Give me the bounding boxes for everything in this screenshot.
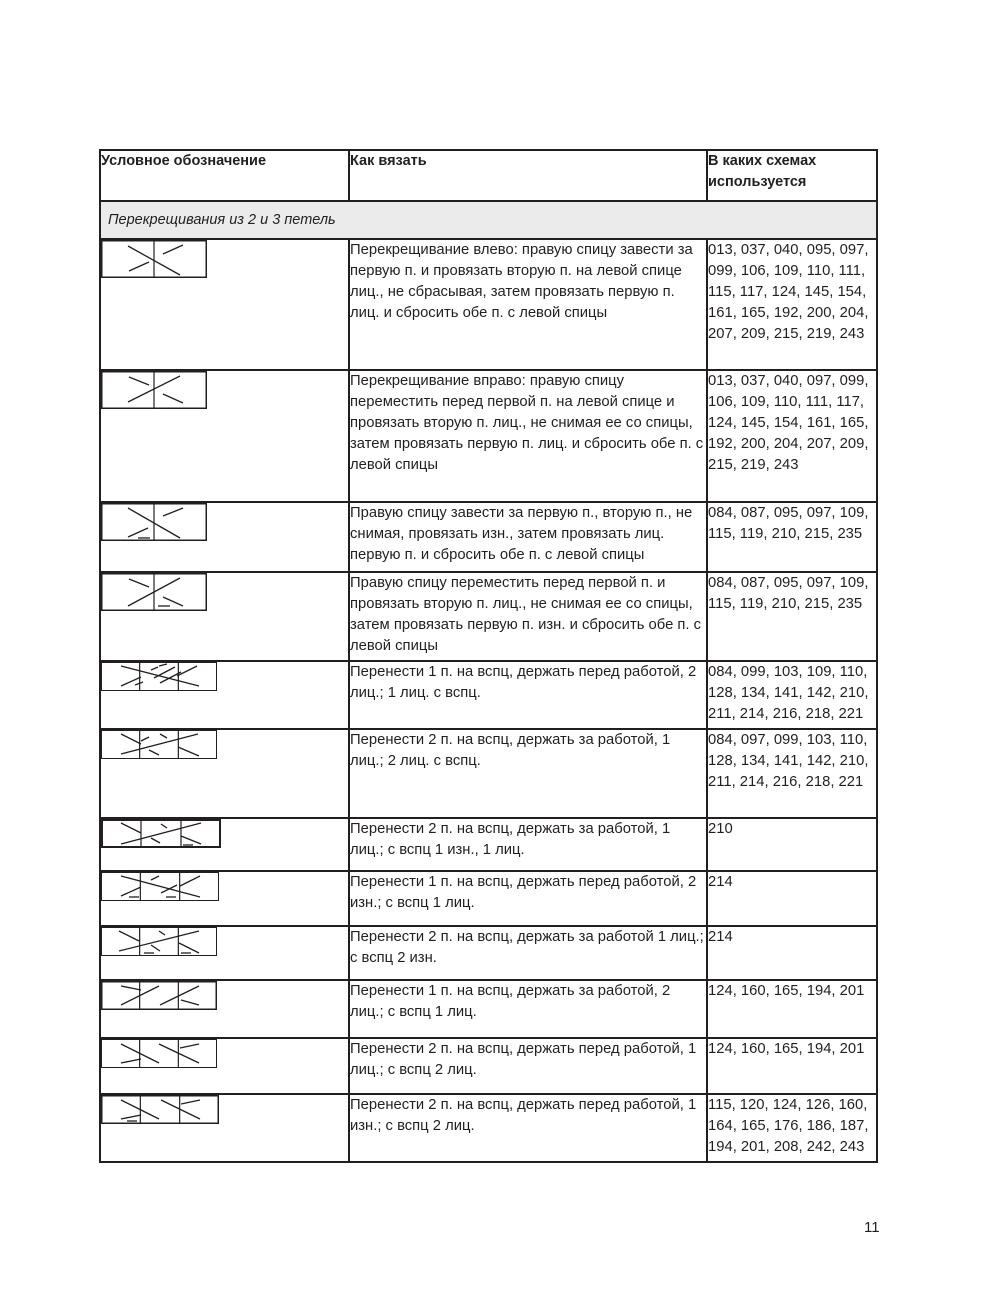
- symbol-cell: [100, 871, 349, 926]
- description-cell: Перенести 2 п. на вспц, держать перед работой, 1 лиц.; с вспц 2 лиц.: [349, 1038, 707, 1094]
- table-row: [100, 1038, 877, 1094]
- cross-left-2-purl-behind-icon: [101, 503, 207, 541]
- used-in-cell: 214: [707, 926, 877, 980]
- cable-2-over-1-back-icon: [101, 730, 217, 759]
- table-row: [100, 818, 877, 871]
- table-row: [100, 980, 877, 1038]
- cable-1-over-2-front-icon: [101, 662, 217, 691]
- used-in-cell: 214: [707, 871, 877, 926]
- used-in-cell: 084, 087, 095, 097, 109, 115, 119, 210, 215, 235: [707, 572, 877, 661]
- table-row: [100, 572, 877, 661]
- table-row: [100, 502, 877, 572]
- section-row: [100, 201, 877, 239]
- used-in-cell: 084, 087, 095, 097, 109, 115, 119, 210, 215, 235: [707, 502, 877, 572]
- used-in-cell: 013, 037, 040, 095, 097, 099, 106, 109, 110, 111, 115, 117, 124, 145, 154, 161, 165, 192, 200, 204, 207, 209, 215, 219, 243: [707, 239, 877, 370]
- description-cell: Перенести 1 п. на вспц, держать за работой, 2 лиц.; с вспц 1 лиц.: [349, 980, 707, 1038]
- symbol-cell: [100, 239, 349, 370]
- table-row: [100, 239, 877, 370]
- symbol-cell: [100, 818, 349, 871]
- cross-right-2-purl-front-icon: [101, 573, 207, 611]
- table-row: [100, 370, 877, 502]
- used-in-cell: 115, 120, 124, 126, 160, 164, 165, 176, 186, 187, 194, 201, 208, 242, 243: [707, 1094, 877, 1162]
- header-used-in: В каких схемах используется: [707, 150, 877, 201]
- header-symbol: Условное обозначение: [100, 150, 349, 201]
- description-cell: Перенести 2 п. на вспц, держать за работой, 1 лиц.; с вспц 1 изн., 1 лиц.: [349, 818, 707, 871]
- description-cell: Перекрещивание влево: правую спицу завести за первую п. и провязать вторую п. на левой спице лиц., не сбрасывая, затем провязать первую п. лиц. и сбросить обе п. с левой спицы: [349, 239, 707, 370]
- section-title: Перекрещивания из 2 и 3 петель: [100, 201, 877, 239]
- used-in-cell: 084, 097, 099, 103, 110, 128, 134, 141, 142, 210, 211, 214, 216, 218, 221: [707, 729, 877, 818]
- used-in-cell: 124, 160, 165, 194, 201: [707, 980, 877, 1038]
- table-row: [100, 871, 877, 926]
- description-cell: Перенести 1 п. на вспц, держать перед работой, 2 лиц.; 1 лиц. с вспц.: [349, 661, 707, 729]
- symbol-cell: [100, 1094, 349, 1162]
- description-cell: Правую спицу переместить перед первой п. и провязать вторую п. лиц., не снимая ее со спицы, затем провязать первую п. изн. и сбросить обе п. с левой спицы: [349, 572, 707, 661]
- description-cell: Перенести 2 п. на вспц, держать за работой 1 лиц.; с вспц 2 изн.: [349, 926, 707, 980]
- table-header-row: [100, 150, 877, 201]
- used-in-cell: 210: [707, 818, 877, 871]
- description-cell: Перенести 2 п. на вспц, держать перед работой, 1 изн.; с вспц 2 лиц.: [349, 1094, 707, 1162]
- symbol-cell: [100, 370, 349, 502]
- symbol-cell: [100, 572, 349, 661]
- knitting-symbols-table: [99, 149, 878, 1163]
- description-cell: Перенести 1 п. на вспц, держать перед работой, 2 изн.; с вспц 1 лиц.: [349, 871, 707, 926]
- symbol-cell: [100, 926, 349, 980]
- symbol-cell: [100, 1038, 349, 1094]
- cable-2-back-2-purl-icon: [101, 927, 217, 956]
- cross-left-2-knit-icon: [101, 240, 207, 278]
- table-row: [100, 729, 877, 818]
- cable-2-back-1-purl-1-knit-icon: [101, 819, 221, 848]
- symbol-cell: [100, 729, 349, 818]
- description-cell: Правую спицу завести за первую п., вторую п., не снимая, провязать изн., затем провязать лиц. первую п. и сбросить обе п. с левой спицы: [349, 502, 707, 572]
- cable-2-front-1-purl-icon: [101, 1095, 219, 1124]
- symbol-cell: [100, 502, 349, 572]
- cable-2-front-1-knit-icon: [101, 1039, 217, 1068]
- page-number: 11: [864, 1219, 880, 1236]
- symbol-cell: [100, 661, 349, 729]
- cable-1-front-2-purl-icon: [101, 872, 219, 901]
- table-row: [100, 926, 877, 980]
- cross-right-2-knit-icon: [101, 371, 207, 409]
- symbol-cell: [100, 980, 349, 1038]
- used-in-cell: 013, 037, 040, 097, 099, 106, 109, 110, 111, 117, 124, 145, 154, 161, 165, 192, 200, 204, 207, 209, 215, 219, 243: [707, 370, 877, 502]
- used-in-cell: 084, 099, 103, 109, 110, 128, 134, 141, 142, 210, 211, 214, 216, 218, 221: [707, 661, 877, 729]
- table-row: [100, 1094, 877, 1162]
- table-row: [100, 661, 877, 729]
- description-cell: Перенести 2 п. на вспц, держать за работой, 1 лиц.; 2 лиц. с вспц.: [349, 729, 707, 818]
- cable-1-back-2-knit-icon: [101, 981, 217, 1010]
- header-how-to-knit: Как вязать: [349, 150, 707, 201]
- used-in-cell: 124, 160, 165, 194, 201: [707, 1038, 877, 1094]
- description-cell: Перекрещивание вправо: правую спицу переместить перед первой п. на левой спице и провязать вторую п. лиц., не снимая ее со спицы, затем провязать первую п. лиц. и сбросить обе п. с левой спицы: [349, 370, 707, 502]
